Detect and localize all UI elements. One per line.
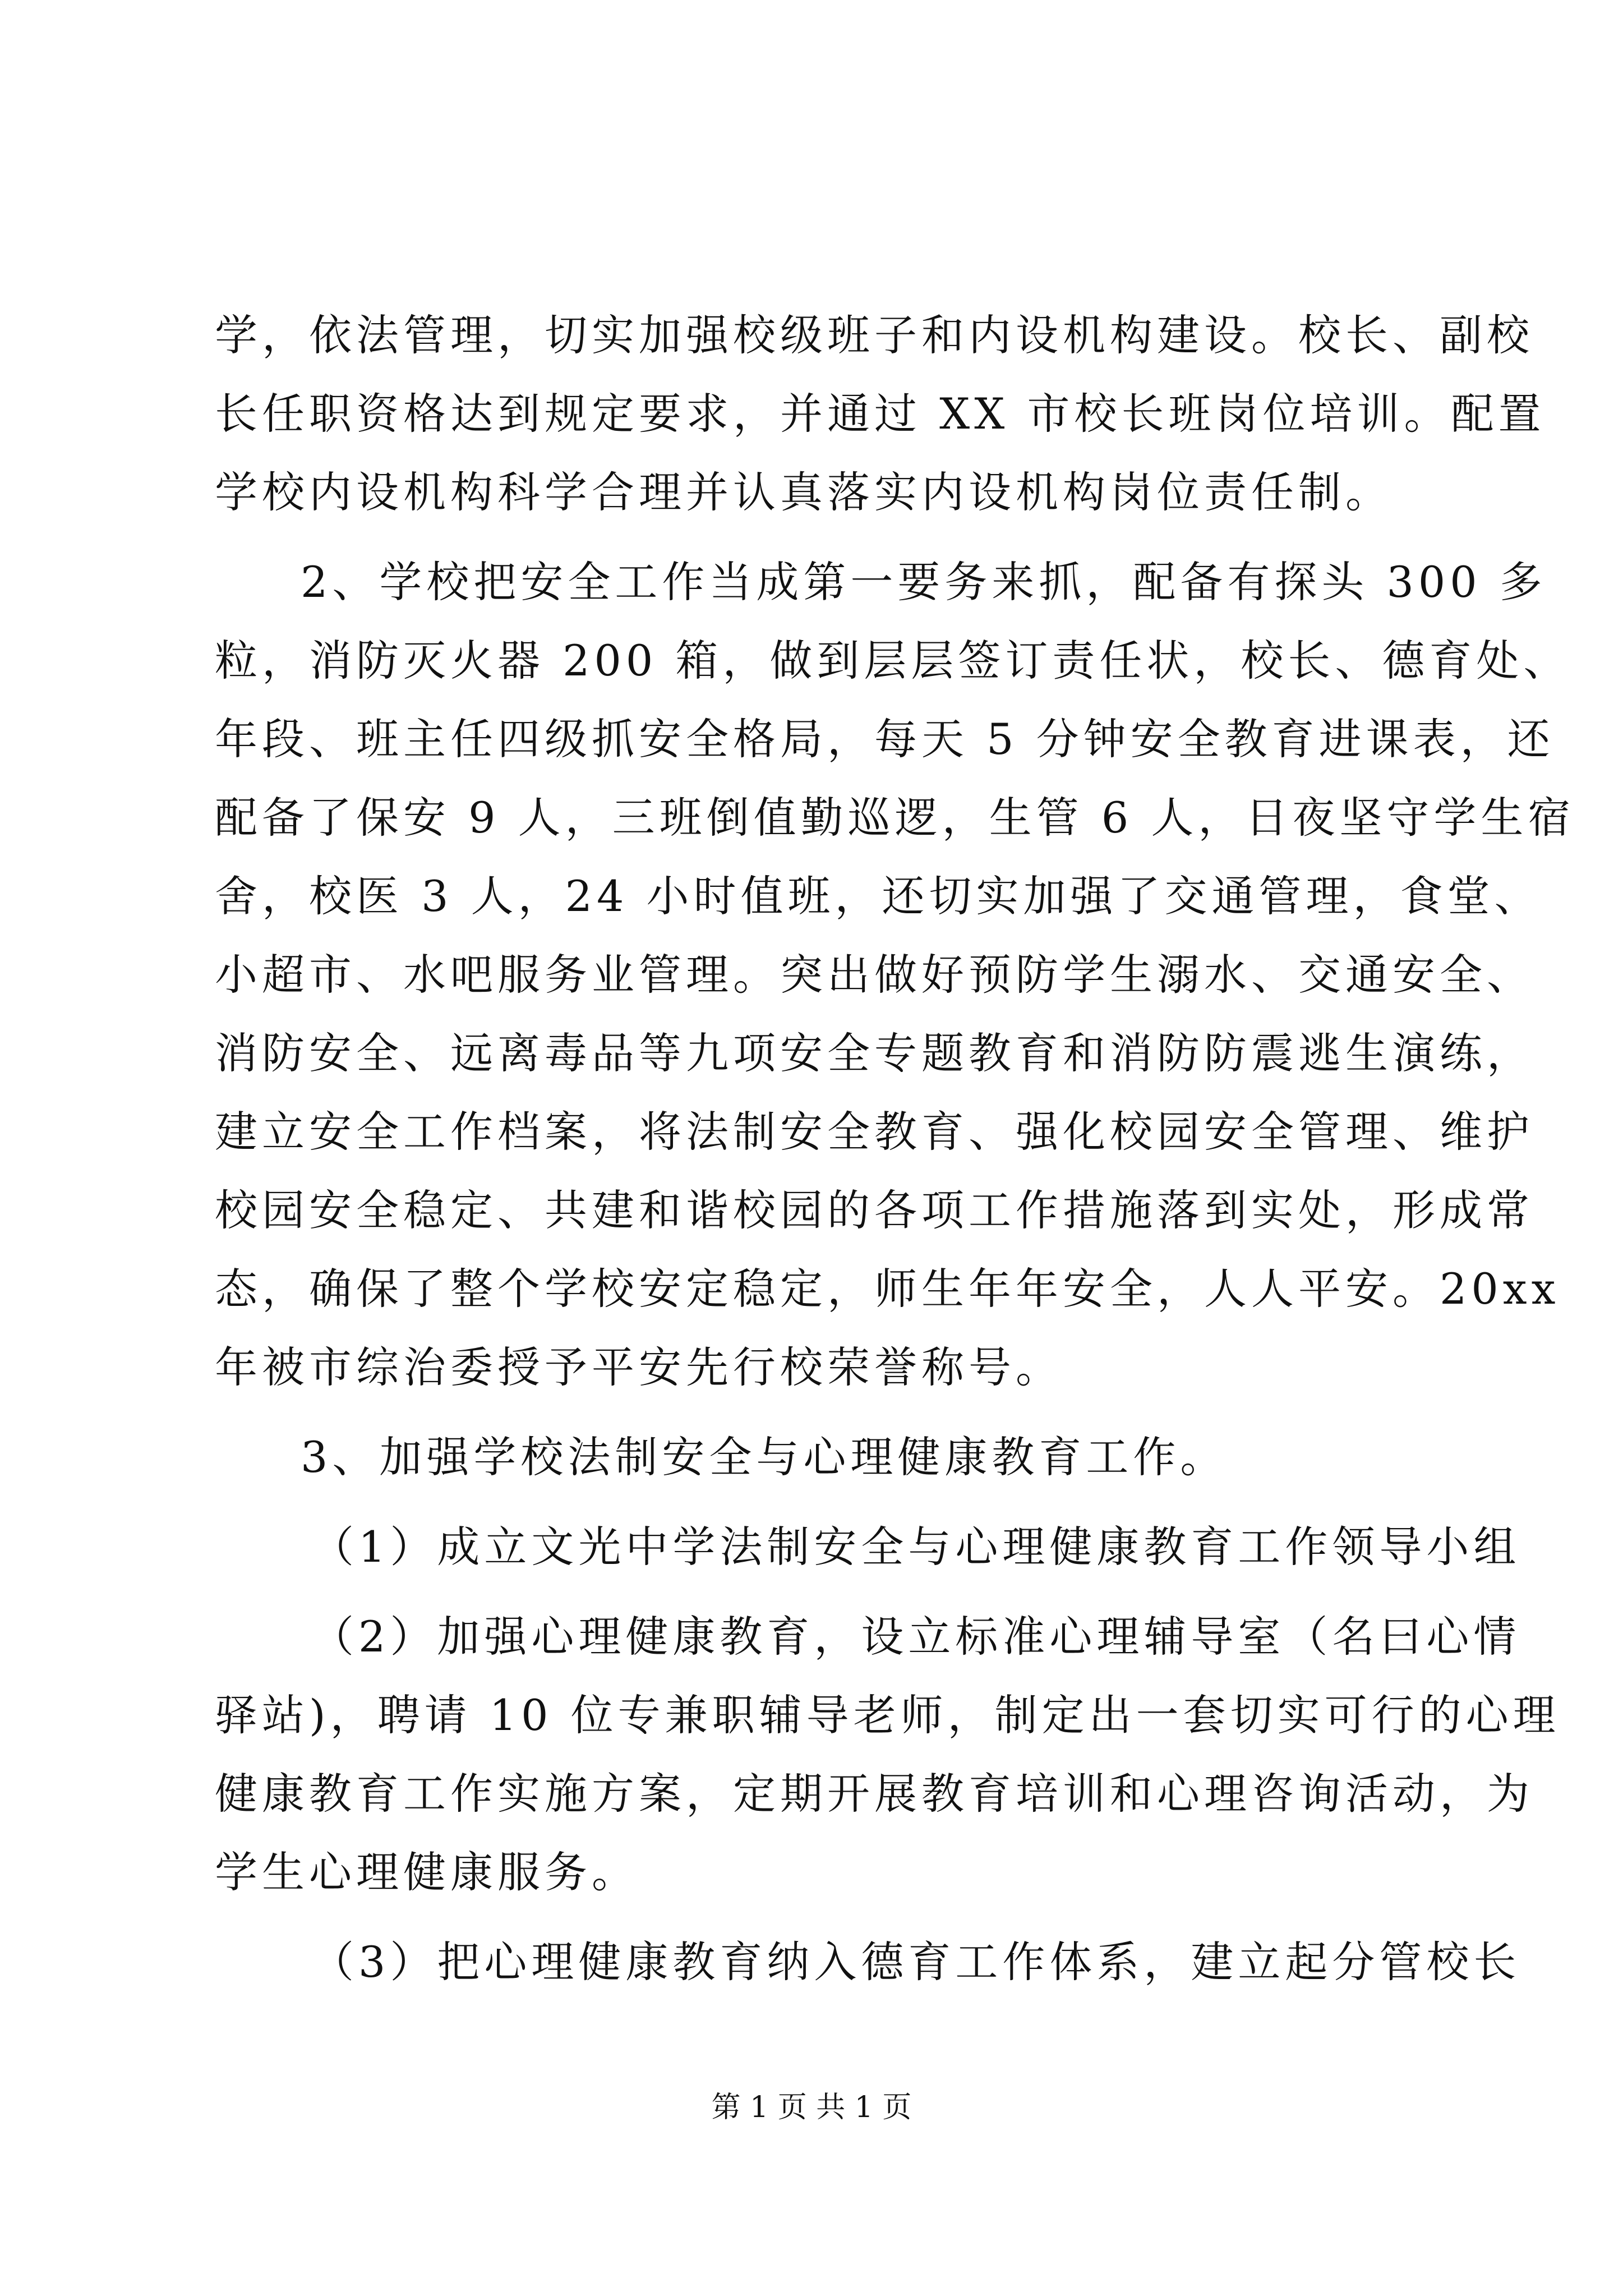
text-line-3: 学校内设机构科学合理并认真落实内设机构岗位责任制。 xyxy=(215,467,1393,517)
text-line-2: 长任职资格达到规定要求，并通过 XX 市校长班岗位培训。配置 xyxy=(215,389,1546,439)
text-line-14: 年被市综治委授予平安先行校荣誉称号。 xyxy=(215,1342,1063,1392)
text-line-7: 配备了保安 9 人，三班倒值勤巡逻，生管 6 人，日夜坚守学生宿 xyxy=(215,793,1575,843)
text-line-11: 建立安全工作档案，将法制安全教育、强化校园安全管理、维护 xyxy=(215,1107,1534,1157)
text-line-21: （3）把心理健康教育纳入德育工作体系，建立起分管校长 xyxy=(311,1937,1521,1987)
text-line-1: 学，依法管理，切实加强校级班子和内设机构建设。校长、副校 xyxy=(215,310,1534,360)
page-footer: 第 1 页 共 1 页 xyxy=(711,2091,912,2124)
text-line-5: 粒，消防灭火器 200 箱，做到层层签订责任状，校长、德育处、 xyxy=(215,636,1571,685)
text-line-18: 驿站)，聘请 10 位专兼职辅导老师，制定出一套切实可行的心理 xyxy=(215,1690,1560,1740)
text-line-12: 校园安全稳定、共建和谐校园的各项工作措施落到实处，形成常 xyxy=(215,1185,1534,1235)
text-line-4: 2、学校把安全工作当成第一要务来抓，配备有探头 300 多 xyxy=(301,557,1547,607)
text-line-10: 消防安全、远离毒品等九项安全专题教育和消防防震逃生演练， xyxy=(215,1028,1534,1078)
text-line-15: 3、加强学校法制安全与心理健康教育工作。 xyxy=(301,1432,1228,1482)
text-line-6: 年段、班主任四级抓安全格局，每天 5 分钟安全教育进课表，还 xyxy=(215,714,1555,764)
text-line-20: 学生心理健康服务。 xyxy=(215,1847,639,1897)
text-line-13: 态，确保了整个学校安定稳定，师生年年安全，人人平安。20xx xyxy=(215,1264,1560,1314)
text-line-9: 小超市、水吧服务业管理。突出做好预防学生溺水、交通安全、 xyxy=(215,950,1534,1000)
text-line-8: 舍，校医 3 人，24 小时值班，还切实加强了交通管理，食堂、 xyxy=(215,871,1542,921)
text-line-19: 健康教育工作实施方案，定期开展教育培训和心理咨询活动，为 xyxy=(215,1769,1534,1819)
text-line-16: （1）成立文光中学法制安全与心理健康教育工作领导小组 xyxy=(311,1522,1521,1572)
text-line-17: （2）加强心理健康教育，设立标准心理辅导室（名曰心情 xyxy=(311,1612,1521,1662)
